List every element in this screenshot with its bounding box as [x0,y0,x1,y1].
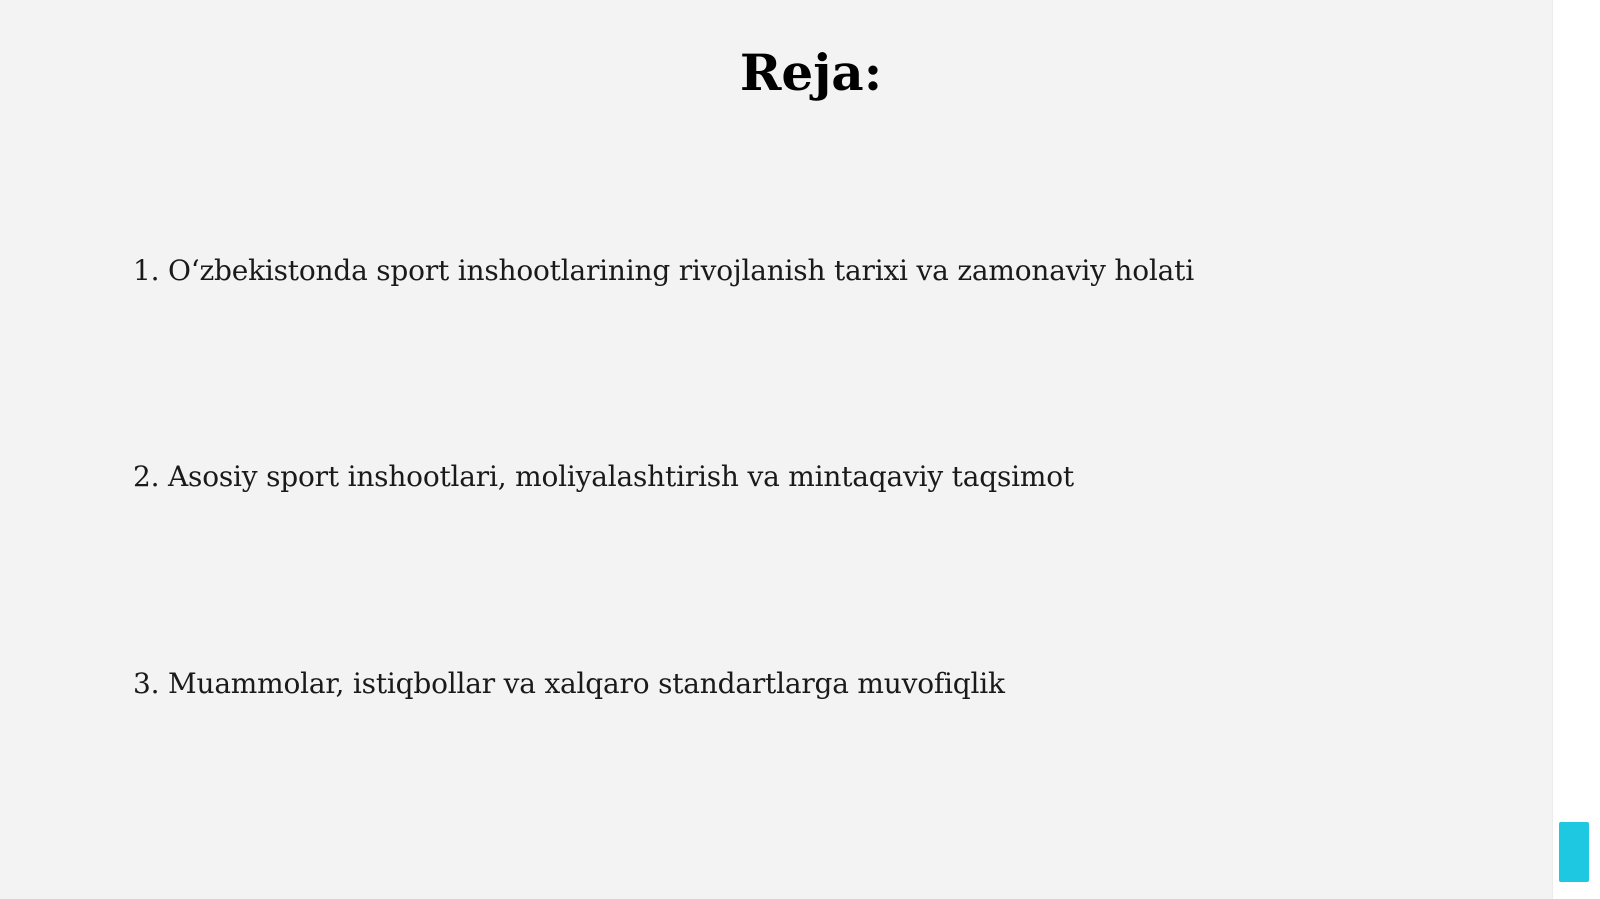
plan-item-2: 2. Asosiy sport inshootlari, moliyalashtirish va mintaqaviy taqsimot [133,460,1074,493]
plan-item-1: 1. O‘zbekistonda sport inshootlarining rivojlanish tarixi va zamonaviy holati [133,254,1194,287]
scrollbar-thumb[interactable] [1559,822,1589,882]
plan-item-3: 3. Muammolar, istiqbollar va xalqaro standartlarga muvofiqlik [133,667,1005,700]
slide-title: Reja: [739,43,883,102]
scrollbar-track[interactable] [1552,0,1600,899]
